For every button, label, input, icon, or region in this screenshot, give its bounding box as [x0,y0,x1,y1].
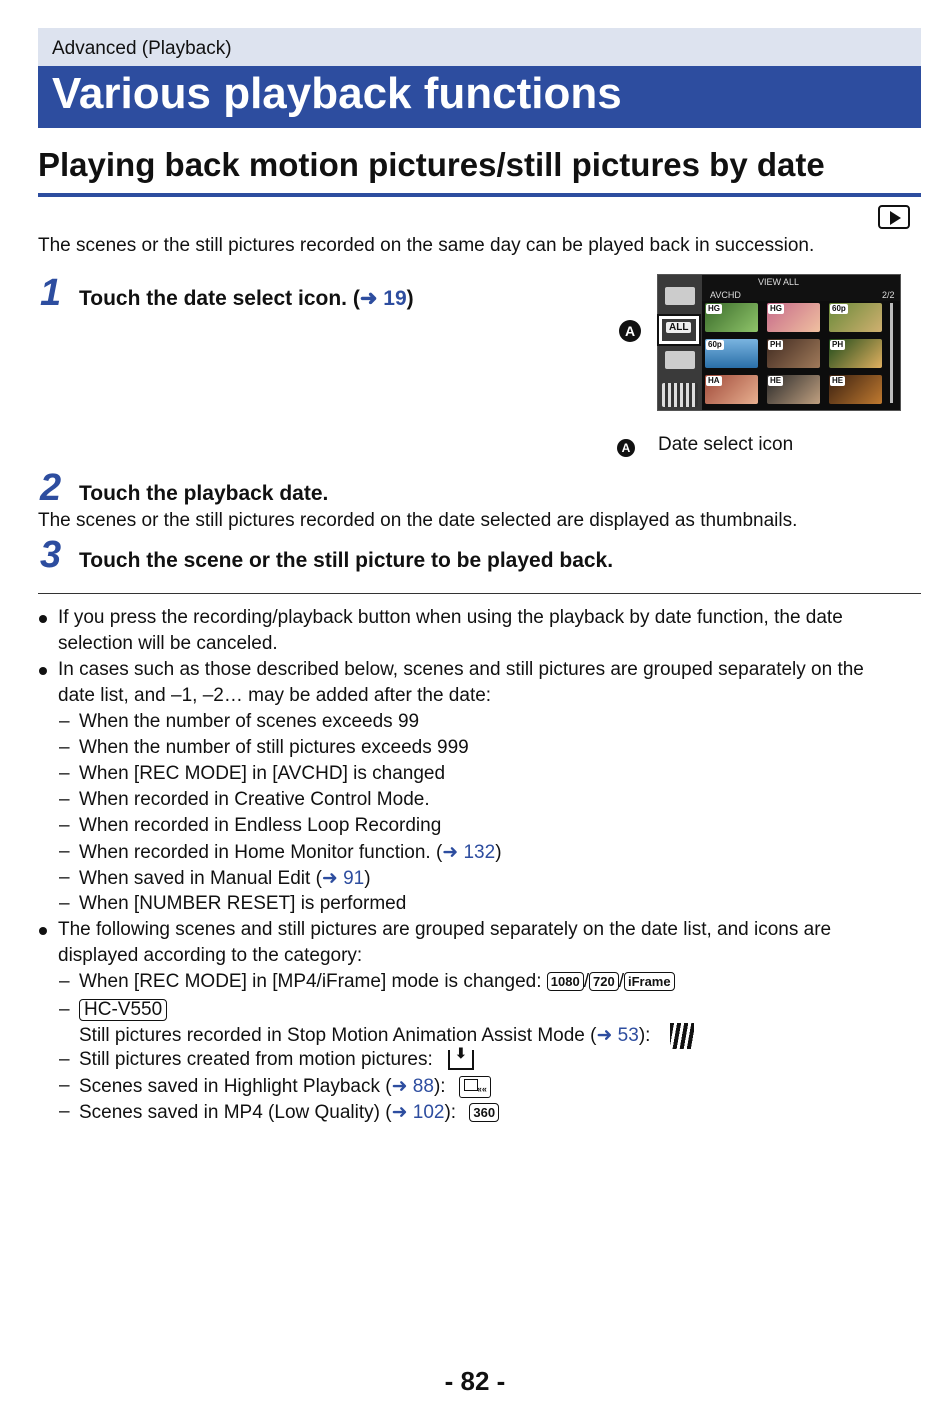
date-select-label: ALL [666,322,691,333]
category-text: Scenes saved in MP4 (Low Quality) ( [79,1102,392,1123]
category-text: Scenes saved in Highlight Playback ( [79,1076,392,1097]
date-select-button[interactable] [659,316,699,344]
title-band [38,66,921,128]
thumb-badge: HG [770,304,782,313]
save-from-motion-icon: ⬇ [448,1050,474,1070]
category-text: Still pictures recorded in Stop Motion Animation Assist Mode ( [79,1025,597,1047]
category-suffix: ): [638,1025,651,1047]
thumbnail[interactable] [829,303,882,332]
720-icon: 720 [589,972,619,991]
thumbnail[interactable] [767,303,820,332]
page-indicator: 2/2 [882,290,895,300]
highlight-icon: «« [459,1076,491,1098]
1080-icon: 1080 [547,972,584,991]
category-item [79,1044,474,1071]
category-text: Still pictures created from motion pictures: [79,1049,433,1070]
notes-divider [38,593,921,594]
condition-text: When saved in Manual Edit ( [79,868,322,889]
section-divider [38,193,921,197]
condition-item: – When the number of still pictures exceeds 999 [79,737,469,759]
thumbnail[interactable] [705,375,758,404]
category-item-detail [79,1023,694,1049]
condition-suffix: ) [364,868,371,889]
360-icon: 360 [469,1103,499,1122]
condition-suffix: ) [495,842,502,863]
note-3-line-1: The following scenes and still pictures are grouped separately on the date list, and icons are [58,919,832,940]
category-text: When [REC MODE] in [MP4/iFrame] mode is changed: [79,971,542,992]
thumbnail[interactable] [705,339,758,368]
step-2-description: The scenes or the still pictures recorded on the date selected are displayed as thumbnails. [38,510,798,531]
condition-text: When recorded in Home Monitor function. ( [79,842,443,863]
step-1-suffix: ) [406,287,414,310]
category-suffix: ): [444,1102,457,1123]
thumb-badge: 60p [708,340,722,349]
condition-item: – When the number of scenes exceeds 99 [79,711,419,733]
caption-text: Date select icon [658,434,794,455]
step-1-page-link[interactable]: ➜ 19 [359,287,407,310]
stop-motion-icon [670,1023,694,1049]
note-3-line-2: displayed according to the category: [58,945,363,966]
condition-item [79,841,502,864]
caption-marker-a: A [617,439,635,457]
condition-item: – When [NUMBER RESET] is performed [79,893,406,915]
note-2-line-1: In cases such as those described below, scenes and still pictures are grouped separately on the [58,659,864,680]
note-1-line-2: selection will be canceled. [58,633,278,654]
note-2-line-2: date list, and –1, –2… may be added after the date: [58,685,492,706]
thumb-badge: HG [708,304,720,313]
category-item: – When [REC MODE] in [MP4/iFrame] mode is changed: 1080 / 720 / iFrame [79,971,675,993]
condition-item: – When [REC MODE] in [AVCHD] is changed [79,763,445,785]
page-title: Various playback functions [52,69,622,118]
condition-item: – When recorded in Endless Loop Recording [79,815,441,837]
page-link-132[interactable]: ➜ 132 [442,842,496,863]
section-title: Playing back motion pictures/still pictures by date [38,146,825,183]
playback-mode-icon [878,205,910,229]
stop-motion-icon [662,383,698,407]
avchd-label: AVCHD [710,290,741,300]
page-link-53[interactable]: ➜ 53 [596,1025,639,1047]
thumbnail[interactable] [705,303,758,332]
camera-mode-icon [665,287,695,305]
scrollbar[interactable] [890,303,893,403]
thumb-badge: 60p [832,304,846,313]
breadcrumb-band [38,28,921,66]
page-link-91[interactable]: ➜ 91 [321,868,365,889]
step-1-label: Touch the date select icon. ( [79,287,360,310]
page-number: - 82 - [444,1366,506,1396]
page-link-88[interactable]: ➜ 88 [391,1076,434,1097]
thumbnail[interactable] [767,339,820,368]
step-3-text: Touch the scene or the still picture to be played back. [79,549,614,572]
breadcrumb: Advanced (Playback) [52,38,232,59]
step-2-number: 2 [40,467,62,509]
view-all-label: VIEW ALL [758,277,800,287]
step-2-text: Touch the playback date. [79,482,329,505]
thumb-badge: HA [708,376,720,385]
page-link-102[interactable]: ➜ 102 [391,1102,445,1123]
thumb-badge: HE [770,376,782,385]
category-item [79,999,167,1021]
thumbnail[interactable] [829,375,882,404]
step-1-text [79,286,414,311]
category-item [79,1101,499,1124]
thumb-badge: PH [770,340,782,349]
note-1-line-1: If you press the recording/playback button when using the playback by date function, the date [58,607,843,628]
thumbnail[interactable] [829,339,882,368]
condition-item [79,867,371,890]
model-badge: HC-V550 [79,999,167,1021]
intro-text: The scenes or the still pictures recorded on the same day can be played back in succession. [38,235,815,256]
thumb-badge: HE [832,376,844,385]
category-suffix: ): [433,1076,446,1097]
thumbnail[interactable] [767,375,820,404]
iframe-icon: iFrame [624,972,675,991]
callout-marker-a: A [619,320,641,342]
condition-item: – When recorded in Creative Control Mode. [79,789,430,811]
category-item [79,1075,491,1098]
step-3-number: 3 [40,534,62,576]
highlight-icon [665,351,695,369]
thumb-badge: PH [832,340,844,349]
step-1-number: 1 [40,272,62,314]
